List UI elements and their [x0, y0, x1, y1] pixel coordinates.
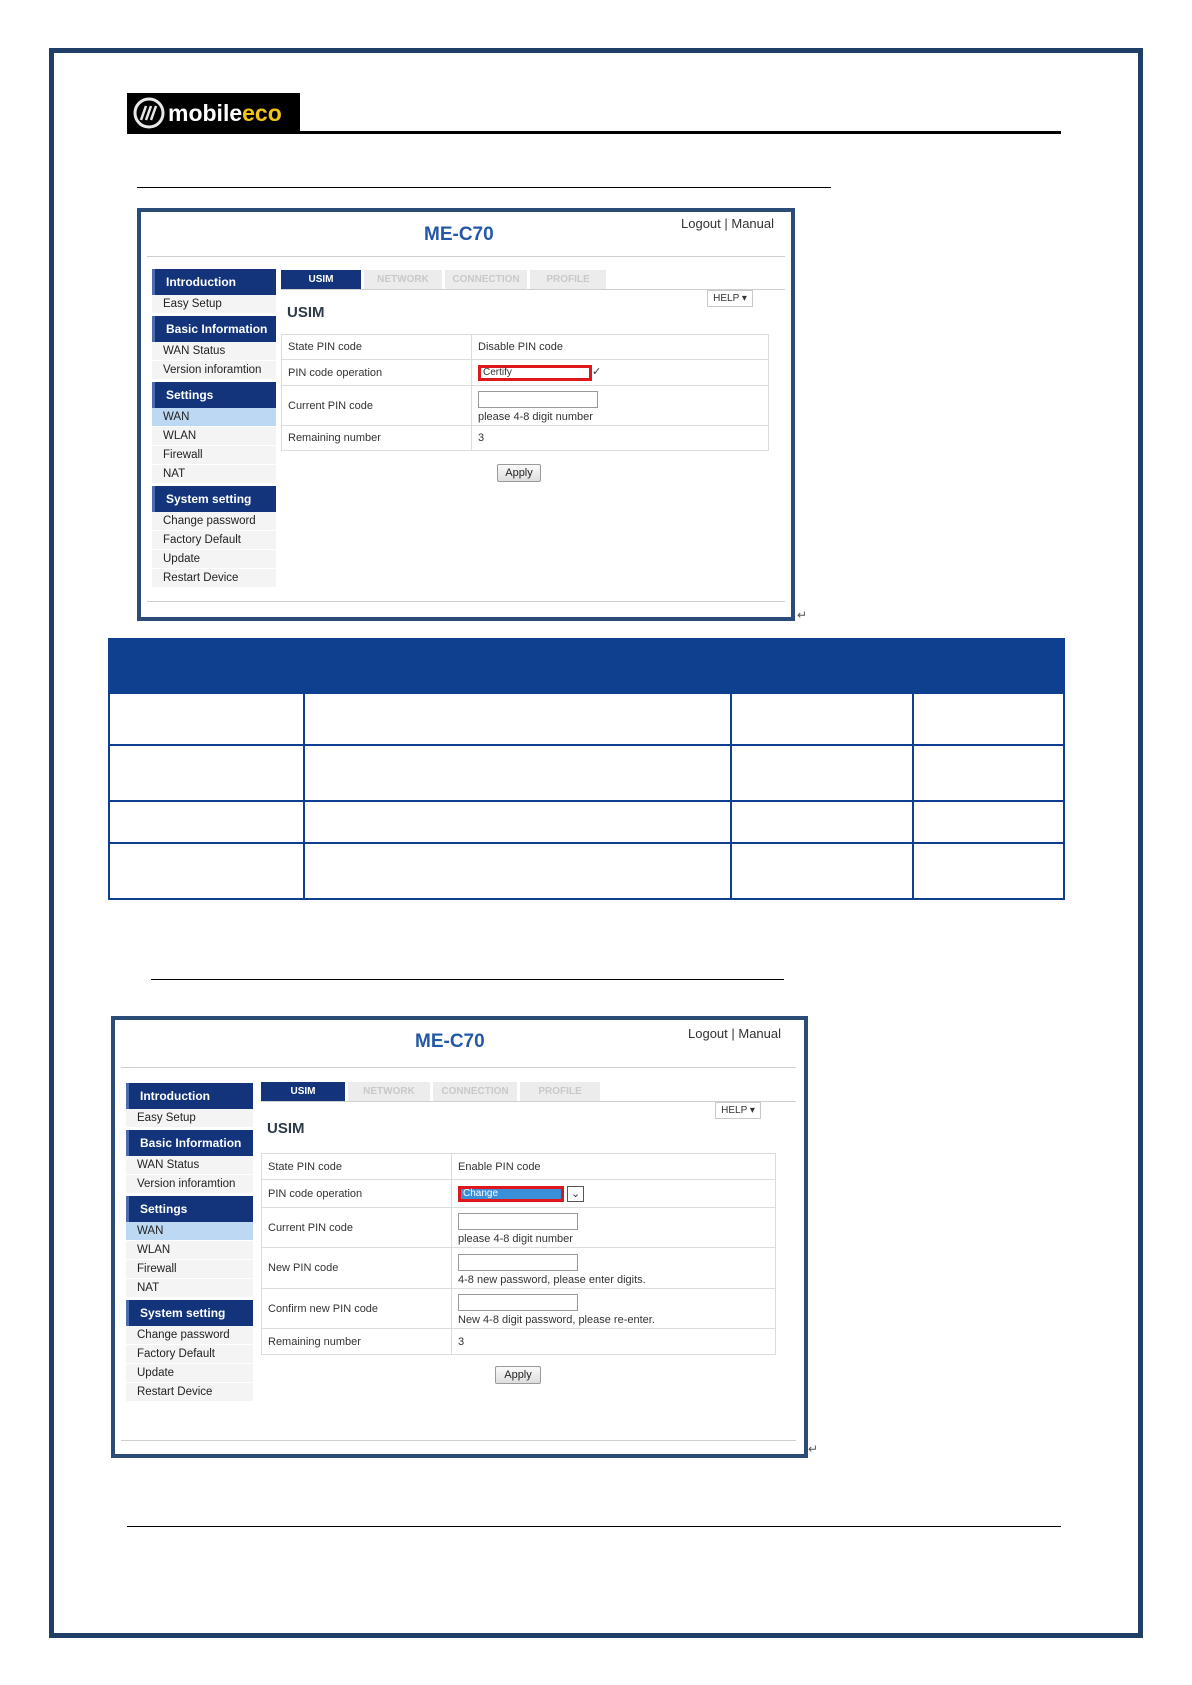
header-rule [127, 131, 1061, 134]
row-current-pin [282, 386, 769, 426]
tab-profile[interactable]: PROFILE [520, 1082, 600, 1101]
usim-settings-table [281, 334, 769, 451]
chevron-down-icon[interactable]: ⌄ [567, 1186, 584, 1202]
sidebar-menu [152, 267, 276, 588]
section-rule-1 [137, 187, 831, 188]
bottom-divider [121, 1440, 796, 1441]
row-confirm-pin [262, 1289, 776, 1329]
sidebar-section-basic-information[interactable]: Basic Information [152, 316, 276, 342]
new-pin-hint: 4-8 new password, please enter digits. [458, 1273, 646, 1286]
sidebar-item-firewall[interactable]: Firewall [152, 446, 276, 465]
sidebar-section-settings[interactable]: Settings [126, 1196, 253, 1222]
help-label: HELP [721, 1105, 748, 1116]
spec-table [108, 638, 1065, 898]
spec-cell [913, 801, 1064, 843]
spec-cell [109, 801, 304, 843]
bottom-divider [147, 601, 785, 602]
sidebar-item-factory-default[interactable]: Factory Default [126, 1345, 253, 1364]
sidebar-item-easy-setup[interactable]: Easy Setup [126, 1109, 253, 1128]
spec-cell [913, 745, 1064, 801]
router-title: ME-C70 [424, 224, 494, 245]
logout-manual-links[interactable]: Logout | Manual [681, 216, 774, 231]
confirm-pin-input[interactable] [458, 1294, 578, 1311]
row-state-pin [282, 335, 769, 360]
sidebar-item-update[interactable]: Update [152, 550, 276, 569]
tab-bar [281, 270, 609, 289]
sidebar-section-system-setting[interactable]: System setting [126, 1300, 253, 1326]
sidebar-item-restart-device[interactable]: Restart Device [126, 1383, 253, 1402]
spec-cell [304, 745, 731, 801]
top-divider [147, 256, 785, 257]
help-label: HELP [713, 293, 740, 304]
router-screenshot-certify [137, 208, 795, 621]
logo-text-eco: eco [242, 100, 282, 126]
spec-cell [913, 693, 1064, 745]
label-current-pin: Current PIN code [282, 386, 472, 426]
pin-operation-select[interactable]: Certify [478, 365, 592, 381]
value-remaining: 3 [452, 1329, 776, 1355]
section-heading: USIM [287, 304, 325, 321]
logo-text-mobile: mobile [168, 100, 243, 126]
current-pin-input[interactable] [478, 391, 598, 408]
sidebar-item-easy-setup[interactable]: Easy Setup [152, 295, 276, 314]
sidebar-item-nat[interactable]: NAT [152, 465, 276, 484]
current-pin-hint: please 4-8 digit number [478, 411, 593, 423]
sidebar-item-wlan[interactable]: WLAN [152, 427, 276, 446]
usim-settings-table [261, 1153, 776, 1355]
sidebar-section-introduction[interactable]: Introduction [152, 269, 276, 295]
paragraph-mark-icon: ↵ [808, 1442, 819, 1456]
sidebar-item-wan-status[interactable]: WAN Status [126, 1156, 253, 1175]
label-pin-operation: PIN code operation [282, 360, 472, 386]
spec-cell [731, 843, 914, 899]
row-remaining [262, 1329, 776, 1355]
spec-table-header [108, 638, 1065, 692]
tab-usim[interactable]: USIM [261, 1082, 345, 1101]
sidebar-item-wan-status[interactable]: WAN Status [152, 342, 276, 361]
row-current-pin [262, 1208, 776, 1248]
label-new-pin: New PIN code [262, 1248, 452, 1289]
sidebar-item-restart-device[interactable]: Restart Device [152, 569, 276, 588]
router-title: ME-C70 [415, 1031, 485, 1052]
sidebar-section-settings[interactable]: Settings [152, 382, 276, 408]
spec-cell [304, 693, 731, 745]
sidebar-item-version-inforamtion[interactable]: Version inforamtion [126, 1175, 253, 1194]
help-button[interactable]: HELP ▾ [707, 290, 753, 307]
spec-row [109, 745, 1064, 801]
tab-profile[interactable]: PROFILE [530, 270, 606, 289]
spec-cell [731, 693, 914, 745]
row-pin-operation [282, 360, 769, 386]
apply-button[interactable]: Apply [497, 464, 541, 482]
row-new-pin [262, 1248, 776, 1289]
sidebar-item-firewall[interactable]: Firewall [126, 1260, 253, 1279]
apply-button[interactable]: Apply [495, 1366, 541, 1384]
label-pin-operation: PIN code operation [262, 1180, 452, 1208]
spec-cell [731, 745, 914, 801]
tab-bar [261, 1082, 603, 1101]
section-rule-2 [151, 979, 784, 980]
spec-cell [304, 843, 731, 899]
row-pin-operation [262, 1180, 776, 1208]
top-divider [121, 1067, 796, 1068]
spec-row [109, 801, 1064, 843]
spec-cell [109, 745, 304, 801]
sidebar-item-change-password[interactable]: Change password [152, 512, 276, 531]
mobileeco-logo [127, 93, 300, 133]
spec-cell [731, 801, 914, 843]
spec-table-grid [108, 692, 1065, 900]
value-state-pin: Disable PIN code [472, 335, 769, 360]
help-button[interactable]: HELP ▾ [715, 1102, 761, 1119]
sidebar-item-nat[interactable]: NAT [126, 1279, 253, 1298]
row-state-pin [262, 1154, 776, 1180]
current-pin-hint: please 4-8 digit number [458, 1233, 573, 1245]
current-pin-input[interactable] [458, 1213, 578, 1230]
svg-text:mobileeco [168, 100, 282, 126]
label-remaining: Remaining number [262, 1329, 452, 1355]
pin-operation-select[interactable]: Change [458, 1186, 564, 1202]
sidebar-item-version-inforamtion[interactable]: Version inforamtion [152, 361, 276, 380]
spec-cell [304, 801, 731, 843]
tab-network[interactable]: NETWORK [348, 1082, 430, 1101]
sidebar-item-wlan[interactable]: WLAN [126, 1241, 253, 1260]
label-remaining: Remaining number [282, 426, 472, 451]
value-remaining: 3 [472, 426, 769, 451]
paragraph-mark-icon: ↵ [797, 608, 808, 622]
sidebar-item-factory-default[interactable]: Factory Default [152, 531, 276, 550]
router-screenshot-change [111, 1016, 808, 1458]
label-state-pin: State PIN code [262, 1154, 452, 1180]
new-pin-input[interactable] [458, 1254, 578, 1271]
sidebar-section-introduction[interactable]: Introduction [126, 1083, 253, 1109]
label-confirm-pin: Confirm new PIN code [262, 1289, 452, 1329]
sidebar-item-change-password[interactable]: Change password [126, 1326, 253, 1345]
spec-cell [913, 843, 1064, 899]
label-state-pin: State PIN code [282, 335, 472, 360]
tab-network[interactable]: NETWORK [364, 270, 442, 289]
footer-rule [127, 1526, 1061, 1527]
confirm-pin-hint: New 4-8 digit password, please re-enter. [458, 1314, 655, 1326]
tab-connection[interactable]: CONNECTION [445, 270, 527, 289]
tab-usim[interactable]: USIM [281, 270, 361, 289]
label-current-pin: Current PIN code [262, 1208, 452, 1248]
row-remaining [282, 426, 769, 451]
spec-row [109, 843, 1064, 899]
sidebar-item-wan[interactable]: WAN [126, 1222, 253, 1241]
sidebar-menu [126, 1081, 253, 1402]
spec-row [109, 693, 1064, 745]
sidebar-item-update[interactable]: Update [126, 1364, 253, 1383]
tab-connection[interactable]: CONNECTION [433, 1082, 517, 1101]
check-icon: ✓ [592, 365, 602, 378]
spec-cell [109, 843, 304, 899]
section-heading: USIM [267, 1120, 305, 1137]
value-state-pin: Enable PIN code [452, 1154, 776, 1180]
sidebar-item-wan[interactable]: WAN [152, 408, 276, 427]
sidebar-section-basic-information[interactable]: Basic Information [126, 1130, 253, 1156]
spec-cell [109, 693, 304, 745]
sidebar-section-system-setting[interactable]: System setting [152, 486, 276, 512]
logout-manual-links[interactable]: Logout | Manual [688, 1026, 781, 1041]
